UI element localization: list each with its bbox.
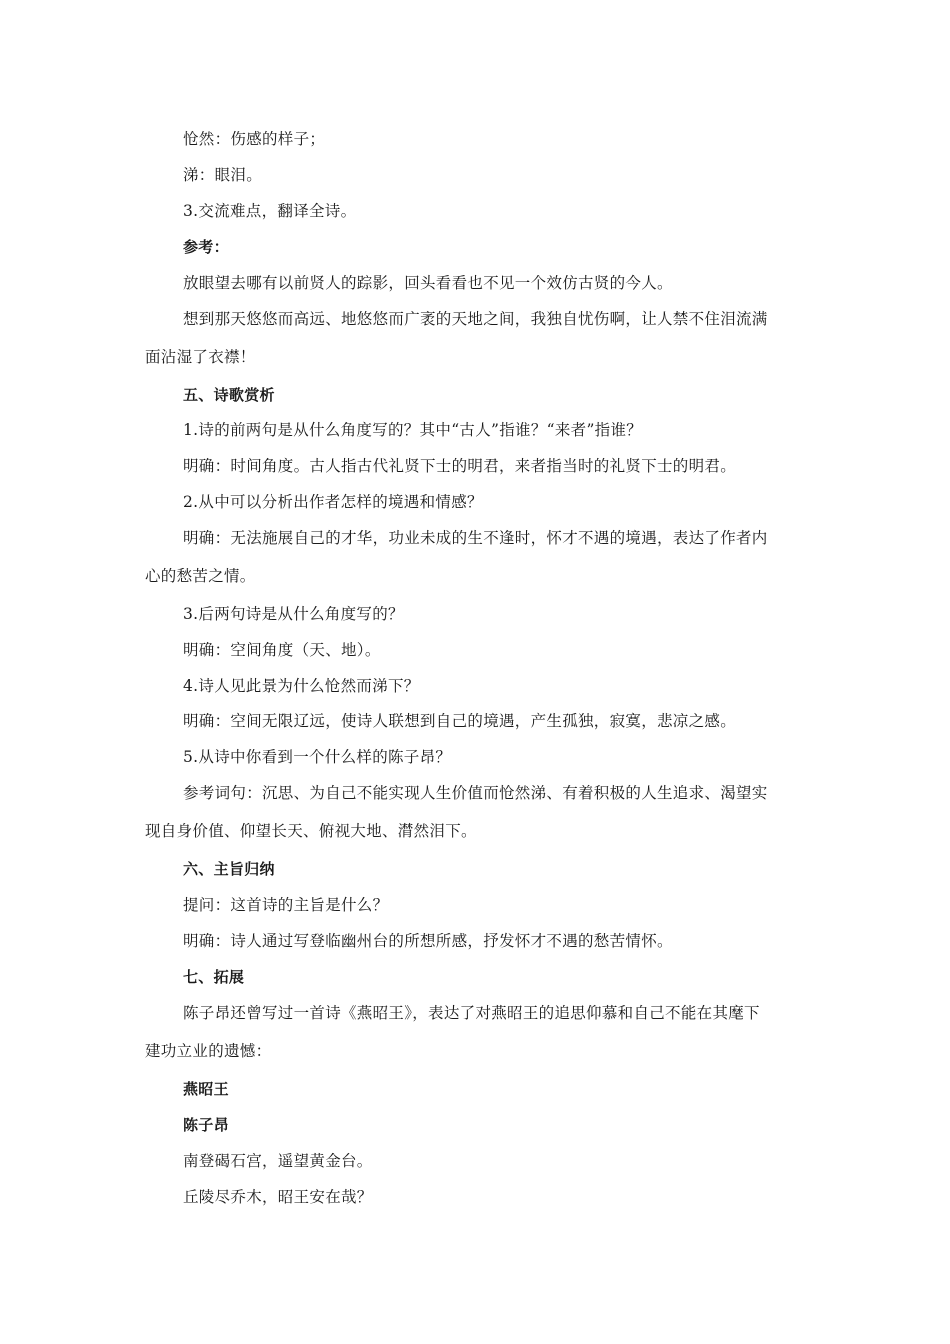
answer-line-continued: 心的愁苦之情。 — [145, 567, 256, 585]
answer-line: 参考词句：沉思、为自己不能实现人生价值而怆然涕、有着积极的人生追求、渴望实 — [183, 784, 768, 802]
translation-line: 放眼望去哪有以前贤人的踪影，回头看看也不见一个效仿古贤的今人。 — [183, 274, 673, 292]
definition-line: 涕：眼泪。 — [183, 166, 263, 184]
translation-line: 想到那天悠悠而高远、地悠悠而广袤的天地之间，我独自忧伤啊，让人禁不住泪流满 — [183, 310, 768, 328]
poem-line: 丘陵尽乔木，昭王安在哉？ — [183, 1188, 373, 1206]
step-heading: 3.交流难点，翻译全诗。 — [183, 202, 357, 220]
paragraph-line-continued: 建功立业的遗憾： — [145, 1042, 272, 1060]
answer-line: 明确：诗人通过写登临幽州台的所想所感，抒发怀才不遇的愁苦情怀。 — [183, 932, 673, 950]
paragraph-line: 陈子昂还曾写过一首诗《燕昭王》，表达了对燕昭王的追思仰慕和自己不能在其麾下 — [183, 1004, 760, 1022]
translation-line-continued: 面沾湿了衣襟！ — [145, 348, 256, 366]
answer-line: 明确：无法施展自己的才华，功业未成的生不逢时，怀才不遇的境遇，表达了作者内 — [183, 529, 768, 547]
answer-line: 明确：时间角度。古人指古代礼贤下士的明君，来者指当时的礼贤下士的明君。 — [183, 457, 737, 475]
section-heading-theme: 六、主旨归纳 — [183, 860, 275, 878]
question-line: 3.后两句诗是从什么角度写的？ — [183, 605, 404, 623]
answer-line: 明确：空间角度（天、地）。 — [183, 641, 381, 659]
poem-author: 陈子昂 — [183, 1116, 229, 1134]
question-line: 5.从诗中你看到一个什么样的陈子昂？ — [183, 748, 452, 766]
poem-title: 燕昭王 — [183, 1080, 229, 1098]
answer-line-continued: 现自身价值、仰望长天、俯视大地、潸然泪下。 — [145, 822, 477, 840]
answer-line: 明确：空间无限辽远，使诗人联想到自己的境遇，产生孤独，寂寞，悲凉之感。 — [183, 712, 737, 730]
definition-line: 怆然：伤感的样子； — [183, 130, 326, 148]
question-line: 1.诗的前两句是从什么角度写的？其中“古人”指谁？“来者”指谁？ — [183, 421, 643, 439]
section-heading-appreciation: 五、诗歌赏析 — [183, 386, 275, 404]
question-line: 4.诗人见此景为什么怆然而涕下？ — [183, 677, 420, 695]
reference-label: 参考： — [183, 238, 229, 256]
poem-line: 南登碣石宫，遥望黄金台。 — [183, 1152, 373, 1170]
question-line: 2.从中可以分析出作者怎样的境遇和情感？ — [183, 493, 483, 511]
question-line: 提问：这首诗的主旨是什么？ — [183, 896, 389, 914]
section-heading-extension: 七、拓展 — [183, 968, 245, 986]
